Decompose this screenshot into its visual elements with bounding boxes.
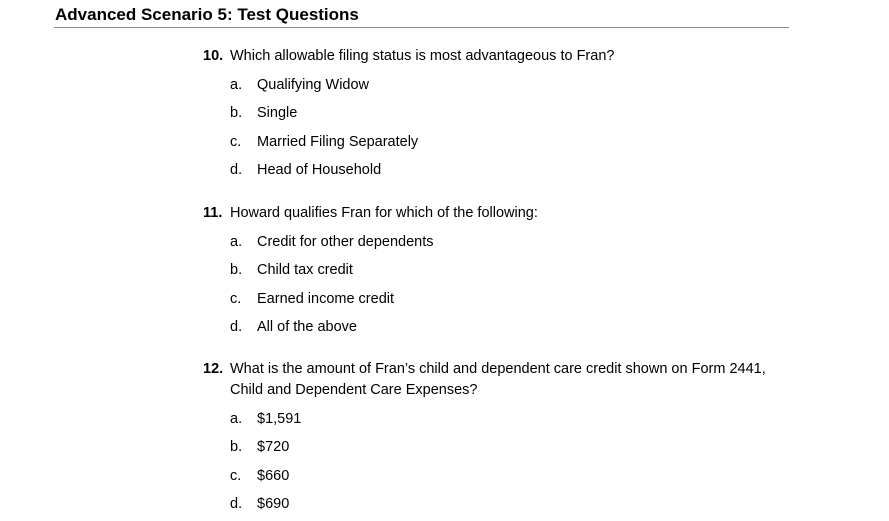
option-text: $720 bbox=[257, 439, 290, 455]
option-letter: b. bbox=[230, 262, 243, 278]
option-text: Child tax credit bbox=[257, 262, 353, 278]
option-letter: b. bbox=[230, 105, 243, 121]
option-10-c bbox=[230, 133, 418, 151]
option-text: $660 bbox=[257, 468, 290, 484]
question-12 bbox=[203, 359, 793, 401]
option-10-d bbox=[230, 161, 381, 179]
question-text: What is the amount of Fran’s child and dependent care credit shown on Form 2441, Child and Dependent Care Expenses? bbox=[230, 361, 766, 398]
option-text: Single bbox=[257, 105, 298, 121]
option-text: Qualifying Widow bbox=[257, 77, 370, 93]
question-number: 10. bbox=[203, 48, 224, 64]
question-text: Howard qualifies Fran for which of the following: bbox=[230, 205, 538, 221]
option-letter: a. bbox=[230, 411, 243, 427]
option-12-c bbox=[230, 467, 289, 485]
option-letter: c. bbox=[230, 468, 242, 484]
question-10 bbox=[203, 46, 793, 67]
option-letter: a. bbox=[230, 234, 243, 250]
question-11 bbox=[203, 203, 793, 224]
option-text: Credit for other dependents bbox=[257, 234, 434, 250]
option-text: All of the above bbox=[257, 319, 357, 335]
option-letter: d. bbox=[230, 496, 243, 512]
option-text: Head of Household bbox=[257, 162, 382, 178]
option-letter: d. bbox=[230, 319, 243, 335]
option-12-d bbox=[230, 495, 289, 513]
option-letter: b. bbox=[230, 439, 243, 455]
option-text: Married Filing Separately bbox=[257, 134, 419, 150]
option-11-d bbox=[230, 318, 357, 336]
option-11-c bbox=[230, 290, 394, 308]
option-letter: c. bbox=[230, 134, 242, 150]
question-text: Which allowable filing status is most advantageous to Fran? bbox=[230, 48, 615, 64]
option-12-b bbox=[230, 438, 289, 456]
question-number: 12. bbox=[203, 361, 224, 377]
option-10-a bbox=[230, 76, 369, 94]
option-letter: a. bbox=[230, 77, 243, 93]
option-letter: c. bbox=[230, 291, 242, 307]
option-letter: d. bbox=[230, 162, 243, 178]
option-text: Earned income credit bbox=[257, 291, 395, 307]
option-text: $690 bbox=[257, 496, 290, 512]
option-text: $1,591 bbox=[257, 411, 302, 427]
option-11-b bbox=[230, 261, 353, 279]
option-10-b bbox=[230, 104, 297, 122]
option-12-a bbox=[230, 410, 301, 428]
title-divider bbox=[54, 27, 789, 28]
page-title: Advanced Scenario 5: Test Questions bbox=[55, 5, 359, 24]
option-11-a bbox=[230, 233, 434, 251]
question-number: 11. bbox=[203, 205, 223, 221]
